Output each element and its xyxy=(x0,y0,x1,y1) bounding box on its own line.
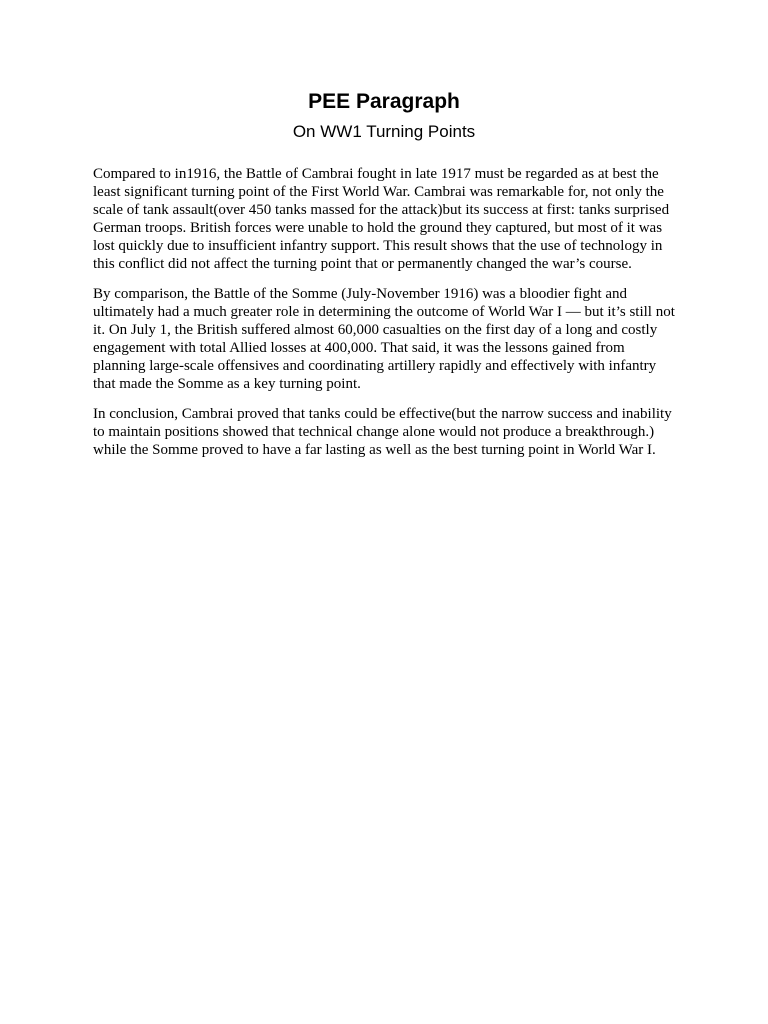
paragraph-somme: By comparison, the Battle of the Somme (July-November 1916) was a bloodier fight and ultimately had a much greater role in determining the outcome of World War I — but it’s still not it. On July 1, the British suffered almost 60,000 casualties on the first day of a long and costly engagement with total Allied losses at 400,000. That said, it was the lessons gained from planning large-scale offensives and coordinating artillery rapidly and effectively with infantry that made the Somme as a key turning point. xyxy=(93,286,675,392)
document-title: PEE Paragraph xyxy=(308,90,460,113)
document-subtitle: On WW1 Turning Points xyxy=(292,122,476,141)
document-body xyxy=(93,165,678,471)
paragraph-cambrai: Compared to in1916, the Battle of Cambrai fought in late 1917 must be regarded as at best the least significant turning point of the First World War. Cambrai was remarkable for, not only the scale of tank assault(over 450 tanks massed for the attack)but its success at first: tanks surprised German troops. British forces were unable to hold the ground they captured, but most of it was lost quickly due to insufficient infantry support. This result shows that the use of technology in this conflict did not affect the turning point that or permanently changed the war’s course. xyxy=(93,166,670,272)
paragraph-conclusion: In conclusion, Cambrai proved that tanks could be effective(but the narrow success and inability to maintain positions showed that technical change alone would not produce a breakthrough.) while the Somme proved to have a far lasting as well as the best turning point in World War I. xyxy=(93,406,672,458)
